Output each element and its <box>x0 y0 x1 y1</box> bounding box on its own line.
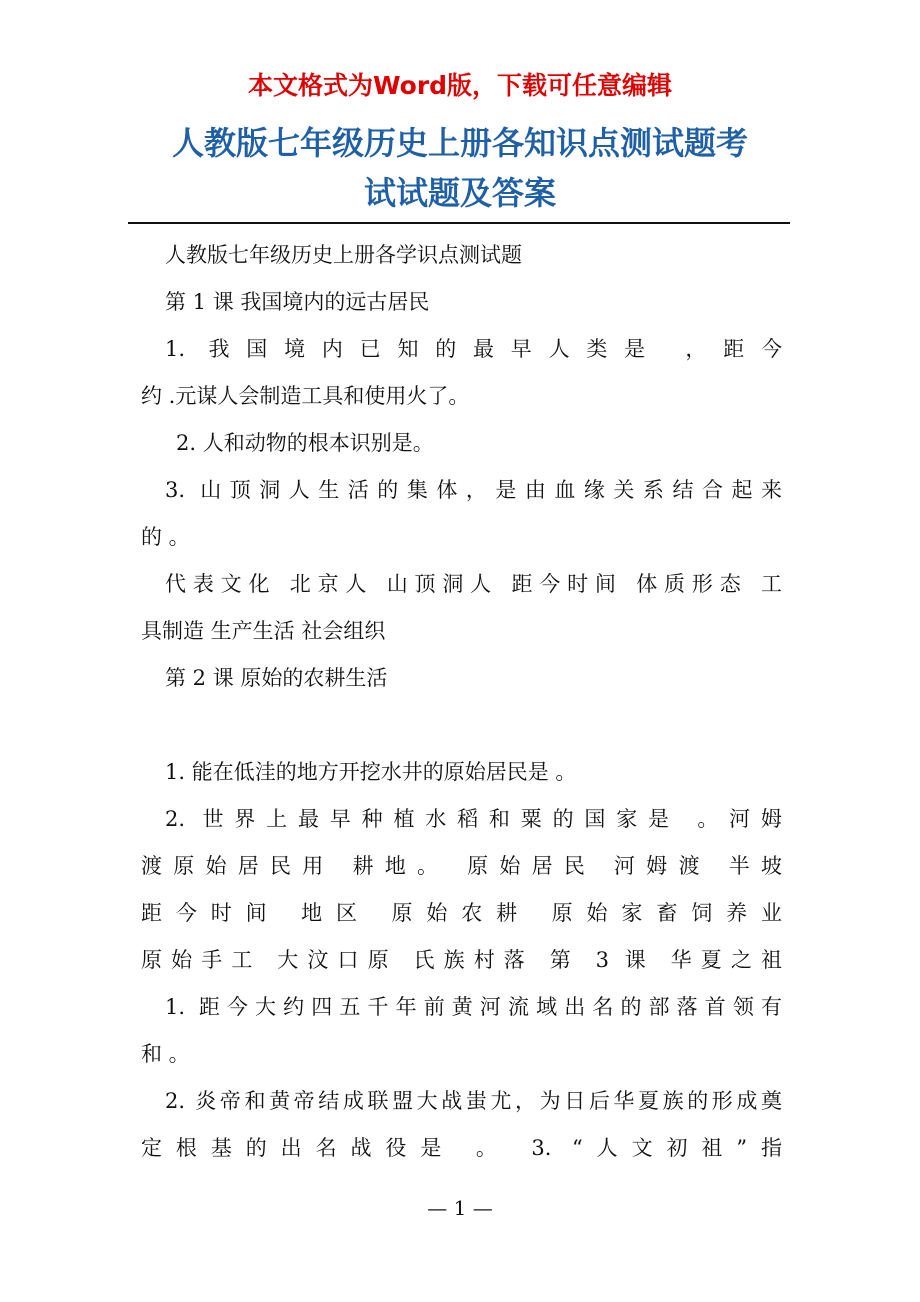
title-line-2: 试试题及答案 <box>363 174 556 212</box>
text-line: 定根基的出名战役是 。 3. “人文初祖”指 <box>141 1136 782 1160</box>
text-line: 渡原始居民用 耕地。 原始居民 河姆渡 半坡 <box>141 854 782 878</box>
text-line: 人教版七年级历史上册各学识点测试题 <box>165 243 522 267</box>
text-line: 2. 世界上最早种植水稻和粟的国家是 。河姆 <box>165 807 782 831</box>
text-line: 第 1 课 我国境内的远古居民 <box>165 290 430 314</box>
text-line: 2. 人和动物的根本识别是。 <box>176 431 434 455</box>
banner-notice: 本文格式为Word版，下载可任意编辑 <box>247 71 673 100</box>
title-divider <box>128 222 790 224</box>
document-title <box>0 118 920 218</box>
document-body <box>141 232 782 1172</box>
blank-line <box>141 702 782 749</box>
text-line: 代表文化 北京人 山顶洞人 距今时间 体质形态 工 <box>165 572 782 596</box>
text-line: 1. 我国境内已知的最早人类是 ，距今 <box>165 337 782 361</box>
page-number: — 1 — <box>427 1196 493 1220</box>
text-line: 和 。 <box>141 1042 190 1066</box>
text-line: 的 。 <box>141 525 190 549</box>
title-line-1: 人教版七年级历史上册各知识点测试题考 <box>171 124 748 162</box>
text-line: 1. 能在低洼的地方开挖水井的原始居民是 。 <box>165 760 577 784</box>
text-line: 约 .元谋人会制造工具和使用火了。 <box>141 384 470 408</box>
text-line: 第 2 课 原始的农耕生活 <box>165 666 388 690</box>
text-line: 3. 山顶洞人生活的集体，是由血缘关系结合起来 <box>165 478 782 502</box>
text-line: 2. 炎帝和黄帝结成联盟大战蚩尤，为日后华夏族的形成奠 <box>165 1089 782 1113</box>
text-line: 距今时间 地区 原始农耕 原始家畜饲养业 <box>141 901 782 925</box>
text-line: 原始手工 大汶口原 氏族村落 第 3 课 华夏之祖 <box>141 948 782 972</box>
text-line: 具制造 生产生活 社会组织 <box>141 619 386 643</box>
text-line: 1. 距今大约四五千年前黄河流域出名的部落首领有 <box>165 995 782 1019</box>
